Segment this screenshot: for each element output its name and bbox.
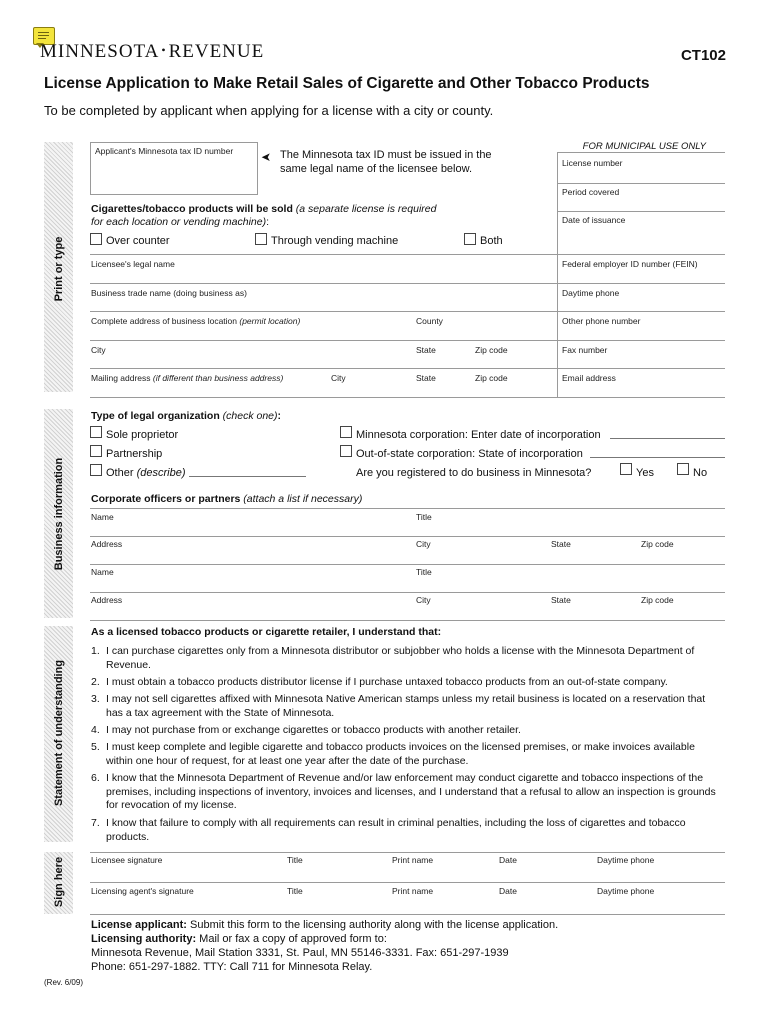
officer1-title-input[interactable] [414,522,724,535]
sidebar-business-information: Business information [53,457,65,571]
org-heading: Type of legal organization (check one): [91,410,282,422]
zip-input[interactable] [474,354,554,368]
officer1-state-label: State [551,539,571,549]
officer1-city-label: City [416,539,431,549]
officer2-name-label: Name [91,567,114,577]
officer2-state-label: State [551,595,571,605]
period-covered-label: Period covered [562,187,620,197]
business-address-label: Complete address of business location (permit location) [91,316,301,326]
officer2-name-input[interactable] [90,577,410,590]
vending-machine-checkbox[interactable] [255,233,267,245]
logo-dot: • [161,43,167,57]
license-number-label: License number [562,158,623,168]
mailing-city-input[interactable] [330,383,410,396]
logo [30,27,290,63]
officers-heading: Corporate officers or partners (attach a list if necessary) [91,493,363,505]
city-input[interactable] [90,354,410,368]
page-title: License Application to Make Retail Sales of Cigarette and Other Tobacco Products [44,75,650,92]
sidebar-print-or-type: Print or type [53,236,65,302]
licensee-print-name-label: Print name [392,855,434,865]
agent-print-name-label: Print name [392,886,434,896]
partnership-checkbox[interactable] [90,445,102,457]
trade-name-label: Business trade name (doing business as) [91,288,247,298]
mailing-address-input[interactable] [90,383,325,396]
officer2-address-label: Address [91,595,123,605]
page-subtitle: To be completed by applicant when applying for a license with a city or county. [44,103,494,118]
mailing-state-input[interactable] [414,383,469,396]
period-covered-field[interactable] [560,196,722,210]
sold-heading: Cigarettes/tobacco products will be sold (a separate license is required [91,203,437,215]
officer1-name-input[interactable] [90,522,410,535]
other-phone-label: Other phone number [562,316,641,326]
officer1-title-label: Title [416,512,432,522]
agent-signature-label: Licensing agent's signature [91,886,194,896]
statement-item-4: 4. I may not purchase from or exchange cigarettes or tobacco products with another retailer. [91,724,521,736]
fax-input[interactable] [560,354,722,368]
other-phone-input[interactable] [560,326,722,340]
officer1-address-label: Address [91,539,123,549]
agent-daytime-phone-label: Daytime phone [597,886,655,896]
county-input[interactable] [414,326,554,340]
email-input[interactable] [560,383,722,396]
registered-no-label: No [693,467,708,479]
tax-id-note-line1: The Minnesota tax ID must be issued in the [280,149,492,161]
form-number: CT102 [680,47,726,64]
zip-label: Zip code [475,345,508,355]
footer-address: Minnesota Revenue, Mail Station 3331, St. Paul, MN 55146-3331. Fax: 651-297-1939 [91,947,509,959]
over-counter-label: Over counter [106,235,170,247]
county-label: County [416,316,443,326]
municipal-heading: FOR MUNICIPAL USE ONLY [582,141,706,152]
daytime-phone-input[interactable] [560,297,722,311]
email-label: Email address [562,373,616,383]
mn-corp-date-line[interactable] [610,438,725,439]
officer1-address-input[interactable] [90,549,410,562]
both-label: Both [480,235,503,247]
agent-date-label: Date [499,886,517,896]
mailing-zip-label: Zip code [475,373,508,383]
date-of-issuance-label: Date of issuance [562,215,626,225]
oos-corp-checkbox[interactable] [340,445,352,457]
officer1-name-label: Name [91,512,114,522]
logo-text-minnesota: MINNESOTA [40,41,160,62]
licensee-signature-label: Licensee signature [91,855,163,865]
vending-machine-label: Through vending machine [271,235,399,247]
sidebar-statement-of-understanding: Statement of understanding [53,659,65,807]
state-input[interactable] [414,354,469,368]
tax-id-label: Applicant's Minnesota tax ID number [95,146,234,156]
statement-item-5: 5. I must keep complete and legible cigarette and tobacco products invoices on the licensed premises, or make invoices available within one hour of request, for at least one year after the date of the purchase. [91,741,695,767]
officer2-title-label: Title [416,567,432,577]
licensee-daytime-phone-label: Daytime phone [597,855,655,865]
legal-name-label: Licensee's legal name [91,259,175,269]
registered-yes-label: Yes [636,467,654,479]
partnership-label: Partnership [106,448,163,460]
officer2-city-label: City [416,595,431,605]
trade-name-input[interactable] [90,297,555,311]
statement-item-3: 3. I may not sell cigarettes affixed with Minnesota Native American stamps unless my retail business is located on a reservation that has a tax agreement with the State of Minnesota. [91,693,706,719]
other-describe-line[interactable] [189,476,306,477]
mailing-city-label: City [331,373,346,383]
statement-item-1: 1. I can purchase cigarettes only from a Minnesota distributor or subjobber who holds a license with the Minnesota Department of Revenue. [91,645,695,671]
statement-item-6: 6. I know that the Minnesota Department of Revenue and/or law enforcement may conduct cigarette and tobacco inspections of the premises, including inspections of inventory, invoices and licenses, and I understand that a refusal to allow an inspection is grounds for revocation of my license. [91,772,716,811]
sold-heading-line2: for each location or vending machine): [91,216,270,228]
officer1-zip-label: Zip code [641,539,674,549]
footer-applicant: License applicant: Submit this form to the licensing authority along with the license application. [91,919,559,931]
state-label: State [416,345,436,355]
business-address-input[interactable] [90,326,410,340]
sidebar-sign-here: Sign here [53,856,65,908]
fein-input[interactable] [560,268,722,282]
registered-question: Are you registered to do business in Minnesota? [356,467,592,479]
over-counter-checkbox[interactable] [90,233,102,245]
tax-id-note-line2: same legal name of the licensee below. [280,163,473,175]
statement-heading: As a licensed tobacco products or cigarette retailer, I understand that: [91,626,442,638]
tax-id-box[interactable] [90,142,258,195]
license-number-field[interactable] [560,168,722,182]
mailing-zip-input[interactable] [474,383,554,396]
fax-label: Fax number [562,345,608,355]
daytime-phone-label: Daytime phone [562,288,620,298]
officer2-address-input[interactable] [90,605,410,618]
statement-item-2: 2. I must obtain a tobacco products distributor license if I purchase untaxed tobacco products from an out-of-state company. [91,676,668,688]
statement-item-7: 7. I know that failure to comply with all requirements can result in criminal penalties, including the loss of cigarettes and tobacco products. [91,817,686,843]
revision-date: (Rev. 6/09) [44,978,83,987]
footer-authority: Licensing authority: Mail or fax a copy of approved form to: [91,933,387,945]
sole-proprietor-checkbox[interactable] [90,426,102,438]
sole-proprietor-label: Sole proprietor [106,429,179,441]
licensee-title-label: Title [287,855,303,865]
mn-corp-label: Minnesota corporation: Enter date of incorporation [356,429,601,441]
date-of-issuance-field[interactable] [560,225,722,251]
licensee-date-label: Date [499,855,517,865]
city-label: City [91,345,106,355]
arrow-icon: ➤ [261,150,272,164]
mn-corp-checkbox[interactable] [340,426,352,438]
mailing-address-label: Mailing address (if different than business address) [91,373,284,383]
agent-signature-field[interactable] [90,896,280,910]
legal-name-input[interactable] [90,268,555,282]
mailing-state-label: State [416,373,436,383]
officer2-zip-label: Zip code [641,595,674,605]
other-org-checkbox[interactable] [90,464,102,476]
oos-corp-label: Out-of-state corporation: State of incorporation [356,448,583,460]
registered-yes-checkbox[interactable] [620,463,632,475]
licensee-signature-field[interactable] [90,866,280,880]
other-org-label: Other (describe) [106,467,186,479]
agent-title-label: Title [287,886,303,896]
oos-corp-state-line[interactable] [590,457,725,458]
registered-no-checkbox[interactable] [677,463,689,475]
logo-text-revenue: REVENUE [168,41,265,62]
both-checkbox[interactable] [464,233,476,245]
footer-phone: Phone: 651-297-1882. TTY: Call 711 for Minnesota Relay. [91,961,373,973]
fein-label: Federal employer ID number (FEIN) [562,259,698,269]
